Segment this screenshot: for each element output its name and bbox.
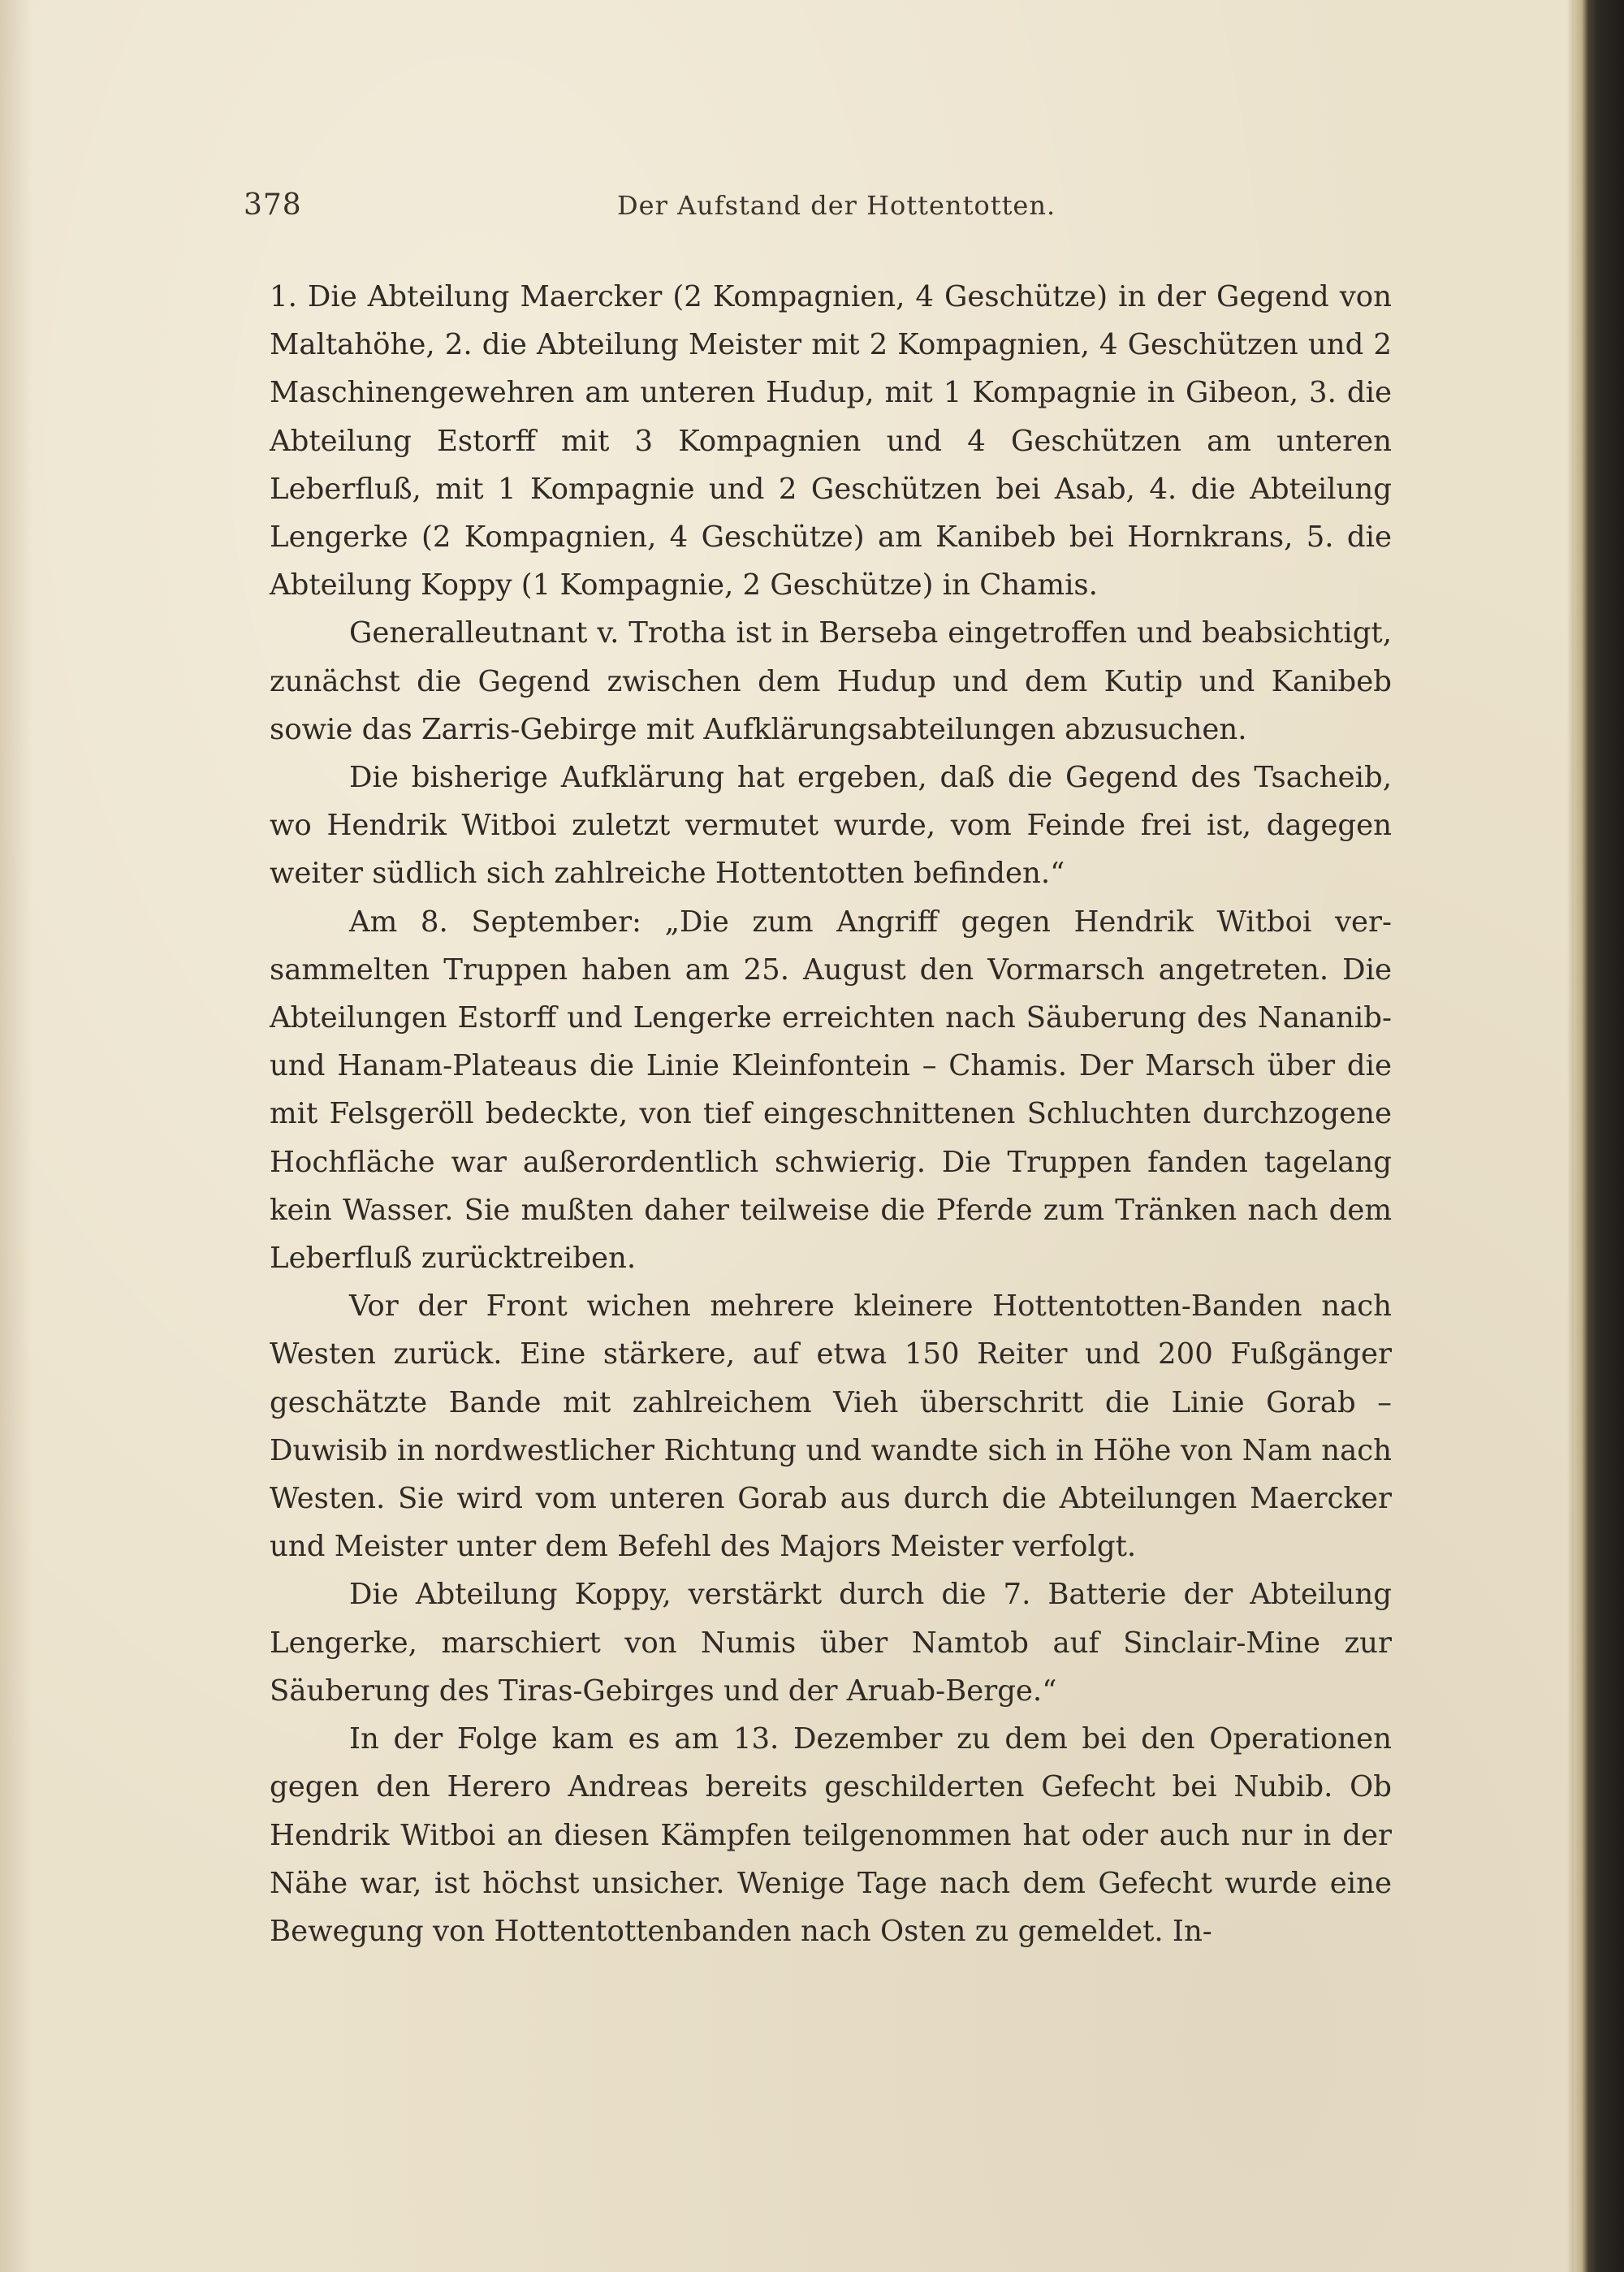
paragraph-3: Die bisherige Aufklärung hat ergeben, daß die Gegend des Tsacheib, wo Hendrik Witboi zuletzt vermutet wurde, vom Feinde frei ist, dagegen weiter südlich sich zahlreiche Hottentotten befinden.“	[270, 761, 1392, 891]
paragraph-4: Am 8. September: „Die zum Angriff gegen Hendrik Witboi ver-sammelten Truppen haben am 25. August den Vormarsch angetreten. Die Abteilungen Estorff und Lengerke erreichten nach Säuberung des Nananib- und Hanam-Plateaus die Linie Kleinfontein – Chamis. Der Marsch über die mit Felsgeröll bedeckte, von tief eingeschnittenen Schluchten durchzogene Hochfläche war außerordentlich schwierig. Die Truppen fanden tagelang kein Wasser. Sie mußten daher teilweise die Pferde zum Tränken nach dem Leberfluß zurücktreiben.	[270, 905, 1392, 1276]
running-head	[244, 188, 1397, 237]
paragraph-2: Generalleutnant v. Trotha ist in Berseba eingetroffen und beabsichtigt, zunächst die Gegend zwischen dem Hudup und dem Kutip und Kanibeb sowie das Zarris-Gebirge mit Aufklärungsabteilungen abzusuchen.	[270, 616, 1392, 746]
body-text	[270, 273, 1392, 1955]
running-title: Der Aufstand der Hottentotten.	[617, 190, 1056, 221]
paragraph-6: Die Abteilung Koppy, verstärkt durch die 7. Batterie der Abteilung Lengerke, marschiert von Numis über Namtob auf Sinclair-Mine zur Säuberung des Tiras-Gebirges und der Aruab-Berge.“	[270, 1578, 1392, 1708]
paragraph-1: 1. Die Abteilung Maercker (2 Kompagnien, 4 Geschütze) in der Gegend von Maltahöhe, 2. die Abteilung Meister mit 2 Kompagnien, 4 Geschützen und 2 Maschinengewehren am unteren Hudup, mit 1 Kompagnie in Gibeon, 3. die Abteilung Estorff mit 3 Kompagnien und 4 Geschützen am unteren Leberfluß, mit 1 Kompagnie und 2 Geschützen bei Asab, 4. die Abteilung Lengerke (2 Kompagnien, 4 Geschütze) am Kanibeb bei Hornkrans, 5. die Abteilung Koppy (1 Kompagnie, 2 Geschütze) in Chamis.	[270, 280, 1392, 603]
page-left-edge-shadow	[0, 0, 32, 2272]
page-number: 378	[244, 188, 302, 222]
paragraph-5: Vor der Front wichen mehrere kleinere Hottentotten-Banden nach Westen zurück. Eine stärkere, auf etwa 150 Reiter und 200 Fußgänger geschätzte Bande mit zahlreichem Vieh überschritt die Linie Gorab – Duwisib in nordwestlicher Richtung und wandte sich in Höhe von Nam nach Westen. Sie wird vom unteren Gorab aus durch die Abteilungen Maercker und Meister unter dem Befehl des Majors Meister verfolgt.	[270, 1289, 1392, 1564]
paragraph-7: In der Folge kam es am 13. Dezember zu dem bei den Operationen gegen den Herero Andreas bereits geschilderten Gefecht bei Nubib. Ob Hendrik Witboi an diesen Kämpfen teilgenommen hat oder auch nur in der Nähe war, ist höchst unsicher. Wenige Tage nach dem Gefecht wurde eine Bewegung von Hottentottenbanden nach Osten zu gemeldet. In-	[270, 1722, 1392, 1948]
book-binding-edge	[1574, 0, 1624, 2272]
